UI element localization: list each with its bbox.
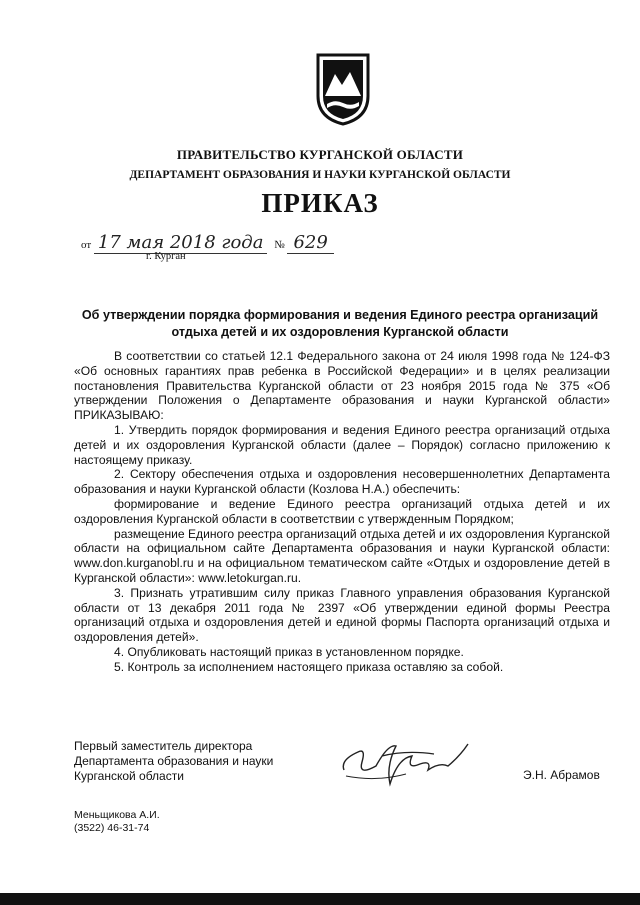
clause-2-item-a: формирование и ведение Единого реестра организаций отдыха детей и их оздоровления Курганской области в соответствии с утвержденным Порядком; [74,496,610,526]
clause-2-item-b: размещение Единого реестра организаций отдыха детей и их оздоровления Курганской области на официальном сайте Департамента образования и науки Курганской области: www.don.kurganobl.ru и на официальном тематическом сайте «Отдых и оздоровление детей в Курганской области»: www.letokurgan.ru. [74,526,610,585]
order-body [74,349,610,675]
government-name: ПРАВИТЕЛЬСТВО КУРГАНСКОЙ ОБЛАСТИ [176,147,464,162]
number-label: № [274,239,285,251]
document-type-heading: ПРИКАЗ [261,188,379,218]
date-line [81,232,334,254]
signatory-name: Э.Н. Абрамов [523,768,600,782]
order-title: Об утверждении порядка формирования и ведения Единого реестра организаций отдыха детей и их оздоровления Курганской области [81,308,599,339]
department-name: ДЕПАРТАМЕНТ ОБРАЗОВАНИЯ И НАУКИ КУРГАНСКОЙ ОБЛАСТИ [129,169,511,181]
executor-phone: (3522) 46-31-74 [74,822,150,834]
city-label: г. Курган [146,251,186,262]
clause-3: 3. Признать утратившим силу приказ Главного управления образования Курганской области от 13 декабря 2011 года № 2397 «Об утверждении единой формы Реестра организаций отдыха и оздоровления детей и единой формы Паспорта организаций отдыха и оздоровления детей». [74,585,610,645]
clause-5: 5. Контроль за исполнением настоящего приказа оставляю за собой. [114,659,504,674]
handwritten-date: 17 мая 2018 года [94,232,268,254]
coat-of-arms-emblem [315,52,371,126]
executor-name: Меньщикова А.И. [74,809,160,821]
scan-bottom-border [0,893,640,905]
clause-4: 4. Опубликовать настоящий приказ в установленном порядке. [114,644,464,659]
clause-1: 1. Утвердить порядок формирования и ведения Единого реестра организаций отдыха детей и их оздоровления Курганской области (далее – Порядок) согласно приложению к настоящему приказу. [74,422,610,467]
date-from-label: от [81,239,92,251]
signatory-position [74,739,273,784]
preamble-paragraph: В соответствии со статьей 12.1 Федерального закона от 24 июля 1998 года № 124-ФЗ «Об основных гарантиях прав ребенка в Российской Федерации» и в целях реализации постановления Правительства Курганской области от 23 ноября 2015 года № 375 «Об утверждении Положения о Департаменте образования и науки Курганской области» ПРИКАЗЫВАЮ: [74,349,610,423]
handwritten-number: 629 [287,232,333,254]
handwritten-signature [336,736,486,792]
signatory-line-1: Первый заместитель директора [74,739,253,753]
executor-block [74,809,160,835]
clause-2: 2. Сектору обеспечения отдыха и оздоровления несовершеннолетних Департамента образования и науки Курганской области (Козлова Н.А.) обеспечить: [74,467,610,497]
signatory-line-3: Курганской области [74,769,184,783]
signatory-line-2: Департамента образования и науки [74,754,274,768]
